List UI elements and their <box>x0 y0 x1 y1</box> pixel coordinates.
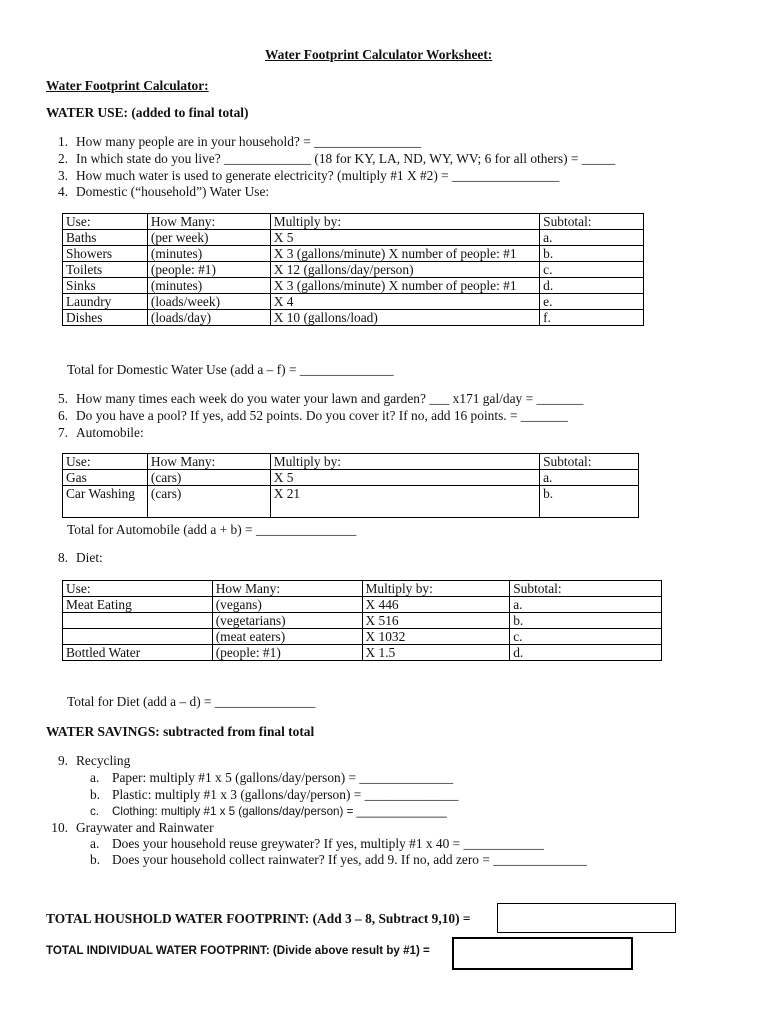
item-text: Does your household collect rainwater? If yes, add 9. If no, add zero = ______________ <box>112 852 587 867</box>
question-9 <box>46 753 130 769</box>
table-row <box>63 597 662 613</box>
table-cell: f. <box>540 310 644 326</box>
header-cell: Subtotal: <box>540 214 644 230</box>
table-cell: (vegetarians) <box>212 613 362 629</box>
question-text: How many times each week do you water your lawn and garden? ___ x171 gal/day = _______ <box>76 391 584 406</box>
table-cell: (per week) <box>147 230 270 246</box>
table-cell: X 5 <box>270 230 539 246</box>
total-individual-answer-box[interactable] <box>452 937 633 970</box>
table-cell: X 516 <box>362 613 510 629</box>
question-text: Recycling <box>76 753 131 768</box>
header-cell: Subtotal: <box>510 581 662 597</box>
table-cell: c. <box>540 262 644 278</box>
question-text: Domestic (“household”) Water Use: <box>76 184 270 199</box>
table-cell <box>63 613 213 629</box>
header-cell: How Many: <box>212 581 362 597</box>
question-number: 7. <box>57 425 68 440</box>
table-row <box>63 486 639 518</box>
table-cell: Car Washing <box>63 486 148 518</box>
table-cell: X 446 <box>362 597 510 613</box>
water-savings-heading: WATER SAVINGS: subtracted from final total <box>46 724 315 739</box>
item-label: a. <box>90 836 100 851</box>
question-9b <box>90 787 458 803</box>
question-5 <box>46 391 583 407</box>
automobile-table <box>62 453 639 518</box>
question-number: 8. <box>57 550 68 565</box>
table-row <box>63 246 644 262</box>
table-cell: d. <box>540 278 644 294</box>
table-header-row <box>63 214 644 230</box>
item-label: b. <box>90 787 101 802</box>
total-household-label: TOTAL HOUSHOLD WATER FOOTPRINT: (Add 3 – 8, Subtract 9,10) = <box>46 911 471 926</box>
table-cell: X 4 <box>270 294 539 310</box>
header-cell: How Many: <box>147 454 270 470</box>
total-individual-label: TOTAL INDIVIDUAL WATER FOOTPRINT: (Divide above result by #1) = <box>46 944 430 957</box>
water-use-heading: WATER USE: (added to final total) <box>46 105 249 120</box>
table-cell: a. <box>540 470 639 486</box>
item-text: Does your household reuse greywater? If yes, multiply #1 x 40 = ____________ <box>112 836 544 851</box>
question-9c <box>90 804 447 820</box>
table-cell: e. <box>540 294 644 310</box>
table-cell: X 10 (gallons/load) <box>270 310 539 326</box>
domestic-water-table <box>62 213 644 326</box>
table-cell: (minutes) <box>147 246 270 262</box>
domestic-total-line: Total for Domestic Water Use (add a – f) = ______________ <box>67 362 394 377</box>
table-cell: X 1032 <box>362 629 510 645</box>
question-text: In which state do you live? _____________ (18 for KY, LA, ND, WY, WV; 6 for all others) = _____ <box>76 151 616 166</box>
table-row <box>63 629 662 645</box>
table-cell: d. <box>510 645 662 661</box>
header-cell: How Many: <box>147 214 270 230</box>
table-cell: X 21 <box>270 486 539 518</box>
question-number: 9. <box>57 753 68 768</box>
header-cell: Use: <box>63 581 213 597</box>
table-cell: X 12 (gallons/day/person) <box>270 262 539 278</box>
table-header-row <box>63 581 662 597</box>
table-cell: (loads/week) <box>147 294 270 310</box>
calculator-subtitle: Water Footprint Calculator: <box>46 78 209 93</box>
table-cell: c. <box>510 629 662 645</box>
table-row <box>63 613 662 629</box>
table-row <box>63 278 644 294</box>
item-label: a. <box>90 770 100 785</box>
table-cell: X 3 (gallons/minute) X number of people: #1 <box>270 278 539 294</box>
table-row <box>63 470 639 486</box>
item-label: b. <box>90 852 101 867</box>
table-cell: Dishes <box>63 310 148 326</box>
header-cell: Use: <box>63 214 148 230</box>
table-cell: b. <box>540 246 644 262</box>
question-text: Automobile: <box>76 425 144 440</box>
table-cell: X 3 (gallons/minute) X number of people: #1 <box>270 246 539 262</box>
question-text: Diet: <box>76 550 103 565</box>
table-cell: (loads/day) <box>147 310 270 326</box>
question-text: How many people are in your household? = ________________ <box>76 134 422 149</box>
question-6 <box>46 408 568 424</box>
question-2 <box>46 151 615 167</box>
table-cell: b. <box>510 613 662 629</box>
table-row <box>63 294 644 310</box>
question-number: 3. <box>57 168 68 183</box>
table-cell: Sinks <box>63 278 148 294</box>
question-4 <box>46 184 269 200</box>
automobile-total-line: Total for Automobile (add a + b) = _______________ <box>67 522 357 537</box>
table-row <box>63 262 644 278</box>
item-label: c. <box>90 805 100 818</box>
table-cell: Baths <box>63 230 148 246</box>
page-title: Water Footprint Calculator Worksheet: <box>265 47 493 62</box>
table-cell: (people: #1) <box>212 645 362 661</box>
question-number: 10. <box>51 820 68 835</box>
question-text: How much water is used to generate electricity? (multiply #1 X #2) = ________________ <box>76 168 560 183</box>
question-3 <box>46 168 559 184</box>
header-cell: Use: <box>63 454 148 470</box>
table-cell: a. <box>540 230 644 246</box>
question-text: Do you have a pool? If yes, add 52 points. Do you cover it? If no, add 16 points. = _______ <box>76 408 568 423</box>
table-cell: Meat Eating <box>63 597 213 613</box>
table-cell: (vegans) <box>212 597 362 613</box>
question-number: 1. <box>57 134 68 149</box>
table-cell: (meat eaters) <box>212 629 362 645</box>
table-header-row <box>63 454 639 470</box>
table-cell: (cars) <box>147 486 270 518</box>
table-cell: Gas <box>63 470 148 486</box>
question-8 <box>46 550 103 566</box>
question-number: 2. <box>57 151 68 166</box>
item-text: Plastic: multiply #1 x 3 (gallons/day/person) = ______________ <box>112 787 459 802</box>
question-number: 6. <box>57 408 68 423</box>
table-cell: (people: #1) <box>147 262 270 278</box>
question-9a <box>90 770 453 786</box>
question-text: Graywater and Rainwater <box>76 820 214 835</box>
table-cell: Toilets <box>63 262 148 278</box>
table-cell: (cars) <box>147 470 270 486</box>
table-cell: (minutes) <box>147 278 270 294</box>
header-cell: Multiply by: <box>270 214 539 230</box>
header-cell: Multiply by: <box>270 454 539 470</box>
total-household-answer-box[interactable] <box>497 903 676 933</box>
table-cell: Bottled Water <box>63 645 213 661</box>
item-text: Clothing: multiply #1 x 5 (gallons/day/person) = ______________ <box>112 805 447 818</box>
table-cell: b. <box>540 486 639 518</box>
table-cell: Showers <box>63 246 148 262</box>
table-cell <box>63 629 213 645</box>
question-1 <box>46 134 421 150</box>
item-text: Paper: multiply #1 x 5 (gallons/day/person) = ______________ <box>112 770 454 785</box>
diet-table <box>62 580 662 661</box>
header-cell: Subtotal: <box>540 454 639 470</box>
table-cell: X 1.5 <box>362 645 510 661</box>
table-row <box>63 645 662 661</box>
question-10a <box>90 836 544 852</box>
table-cell: Laundry <box>63 294 148 310</box>
header-cell: Multiply by: <box>362 581 510 597</box>
question-10b <box>90 852 587 868</box>
table-row <box>63 230 644 246</box>
table-cell: X 5 <box>270 470 539 486</box>
diet-total-line: Total for Diet (add a – d) = _______________ <box>67 694 316 709</box>
question-number: 4. <box>57 184 68 199</box>
table-row <box>63 310 644 326</box>
question-7 <box>46 425 144 441</box>
table-cell: a. <box>510 597 662 613</box>
question-number: 5. <box>57 391 68 406</box>
question-10 <box>46 820 214 836</box>
